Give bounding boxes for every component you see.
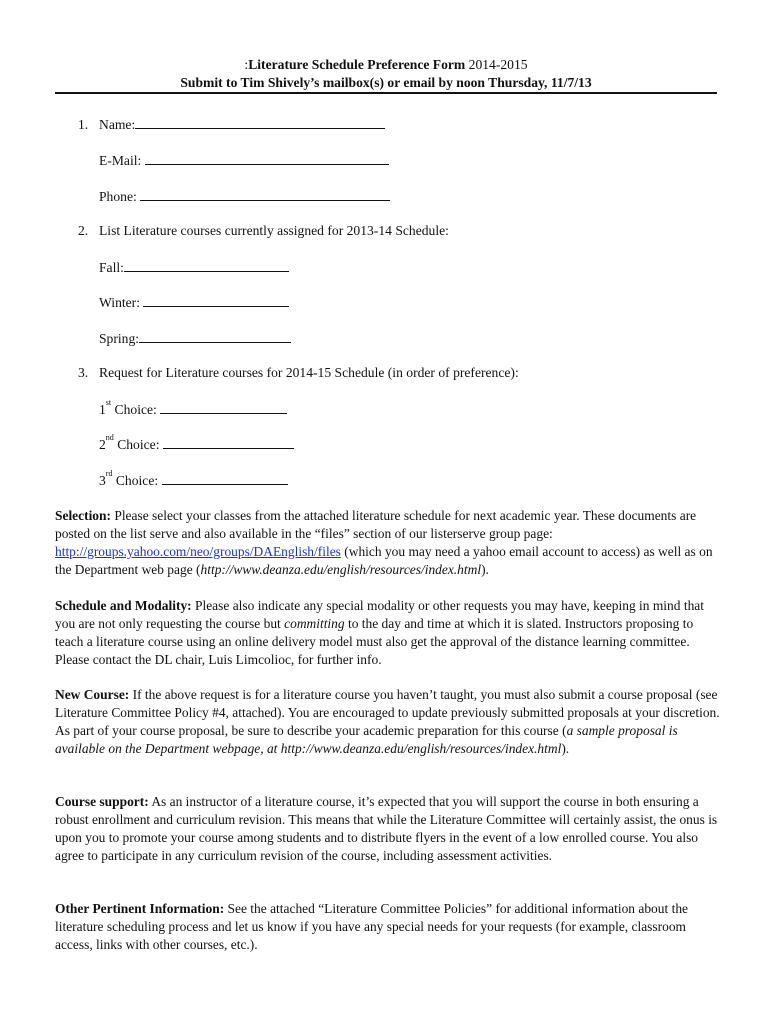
current-courses-prompt: List Literature courses currently assigned for 2013-14 Schedule: [99, 223, 449, 238]
winter-row [99, 293, 289, 311]
course-support-heading: Course support: [55, 794, 149, 809]
choice-number: 3 [99, 473, 106, 488]
new-course-emphasis: a sample proposal is available on the Department webpage, at http://www.deanza.edu/english/resources/index.html [55, 722, 678, 756]
title-bold: Literature Schedule Preference Form [248, 57, 466, 72]
name-field[interactable] [135, 115, 385, 129]
selection-text: ). [481, 561, 489, 577]
item-number: 1. [78, 117, 89, 132]
new-course-text: ). [561, 740, 570, 756]
phone-label: Phone: [99, 189, 141, 204]
item-number: 2. [78, 223, 89, 238]
other-info-heading: Other Pertinent Information: [55, 901, 225, 916]
choice-3-field[interactable] [162, 471, 288, 485]
choice-ordinal: st [105, 398, 112, 407]
title-prefix: : [244, 57, 249, 72]
current-courses-row [78, 223, 449, 239]
course-support-paragraph [55, 793, 720, 865]
schedule-emphasis: committing [284, 615, 345, 631]
spring-label: Spring: [99, 331, 140, 346]
choice-row-1 [99, 400, 287, 418]
name-row [78, 115, 385, 133]
fall-label: Fall: [99, 260, 124, 275]
phone-field[interactable] [140, 187, 390, 201]
choice-number: 1 [99, 402, 106, 417]
request-courses-prompt: Request for Literature courses for 2014-15 Schedule (in order of preference): [99, 365, 519, 380]
choice-number: 2 [99, 437, 106, 452]
new-course-paragraph [55, 686, 720, 758]
selection-heading: Selection: [55, 508, 111, 523]
choice-label: Choice: [112, 473, 162, 488]
choice-1-field[interactable] [160, 400, 287, 414]
selection-paragraph [55, 507, 720, 579]
winter-field[interactable] [143, 293, 289, 307]
title-year: 2014-2015 [465, 57, 528, 72]
email-label: E-Mail: [99, 153, 145, 168]
spring-field[interactable] [139, 329, 291, 343]
item-number: 3. [78, 365, 89, 380]
header-divider [55, 92, 717, 94]
choice-ordinal: rd [105, 469, 113, 478]
form-title [55, 56, 717, 74]
fall-field[interactable] [124, 258, 289, 272]
email-field[interactable] [145, 151, 389, 165]
choice-row-2 [99, 435, 294, 453]
selection-text: (which you may need a yahoo email account to access) as well as on the Department web page ( [55, 543, 713, 577]
choice-2-field[interactable] [163, 435, 294, 449]
form-header [55, 56, 717, 92]
schedule-text: to the day and time at which it is slated. Instructors proposing to teach a literature course using an online delivery model must also get the approval of the distance learning committee. Please contact the DL chair, Luis Limcolioc, for further info. [55, 615, 694, 667]
selection-text: Please select your classes from the attached literature schedule for next academic year. These documents are posted on the list serve and also available in the “files” section of our listerserve group page: [55, 508, 697, 541]
new-course-heading: New Course: [55, 687, 130, 702]
spring-row [99, 329, 291, 347]
course-support-text: As an instructor of a literature course, it’s expected that you will support the course in both ensuring a robust enrollment and curriculum revision. This means that while the Literature Committee will certainly assist, the onus is upon you to promote your course among students and to distribute flyers in the event of a low enrolled course. You also agree to participate in any curriculum revision of the course, including assessment activities. [55, 794, 718, 863]
email-row [99, 151, 389, 169]
choice-label: Choice: [113, 437, 163, 452]
choice-row-3 [99, 471, 288, 489]
fall-row [99, 258, 289, 276]
other-info-text: See the attached “Literature Committee Policies” for additional information about the literature scheduling process and let us know if you have any special needs for your requests (for example, classroom access, links with other courses, etc.). [55, 901, 688, 952]
choice-ordinal: nd [105, 433, 114, 442]
schedule-heading: Schedule and Modality: [55, 598, 192, 613]
form-subtitle: Submit to Tim Shively’s mailbox(s) or email by noon Thursday, 11/7/13 [180, 75, 592, 90]
yahoo-group-link[interactable]: http://groups.yahoo.com/neo/groups/DAEnglish/files [55, 543, 341, 559]
department-url: http://www.deanza.edu/english/resources/index.html [200, 561, 482, 577]
schedule-modality-paragraph [55, 597, 720, 669]
choice-label: Choice: [111, 402, 161, 417]
request-courses-row [78, 365, 519, 381]
schedule-text: Please also indicate any special modality or other requests you may have, keeping in mind that you are not only requesting the course but [55, 598, 704, 631]
winter-label: Winter: [99, 295, 144, 310]
phone-row [99, 187, 390, 205]
other-info-paragraph [55, 900, 720, 954]
name-label: Name: [99, 117, 136, 132]
new-course-text: If the above request is for a literature course you haven’t taught, you must also submit a course proposal (see Literature Committee Policy #4, attached). You are encouraged to update previously submitted proposals at your discretion. As part of your course proposal, be sure to describe your academic preparation for this course ( [55, 687, 720, 738]
